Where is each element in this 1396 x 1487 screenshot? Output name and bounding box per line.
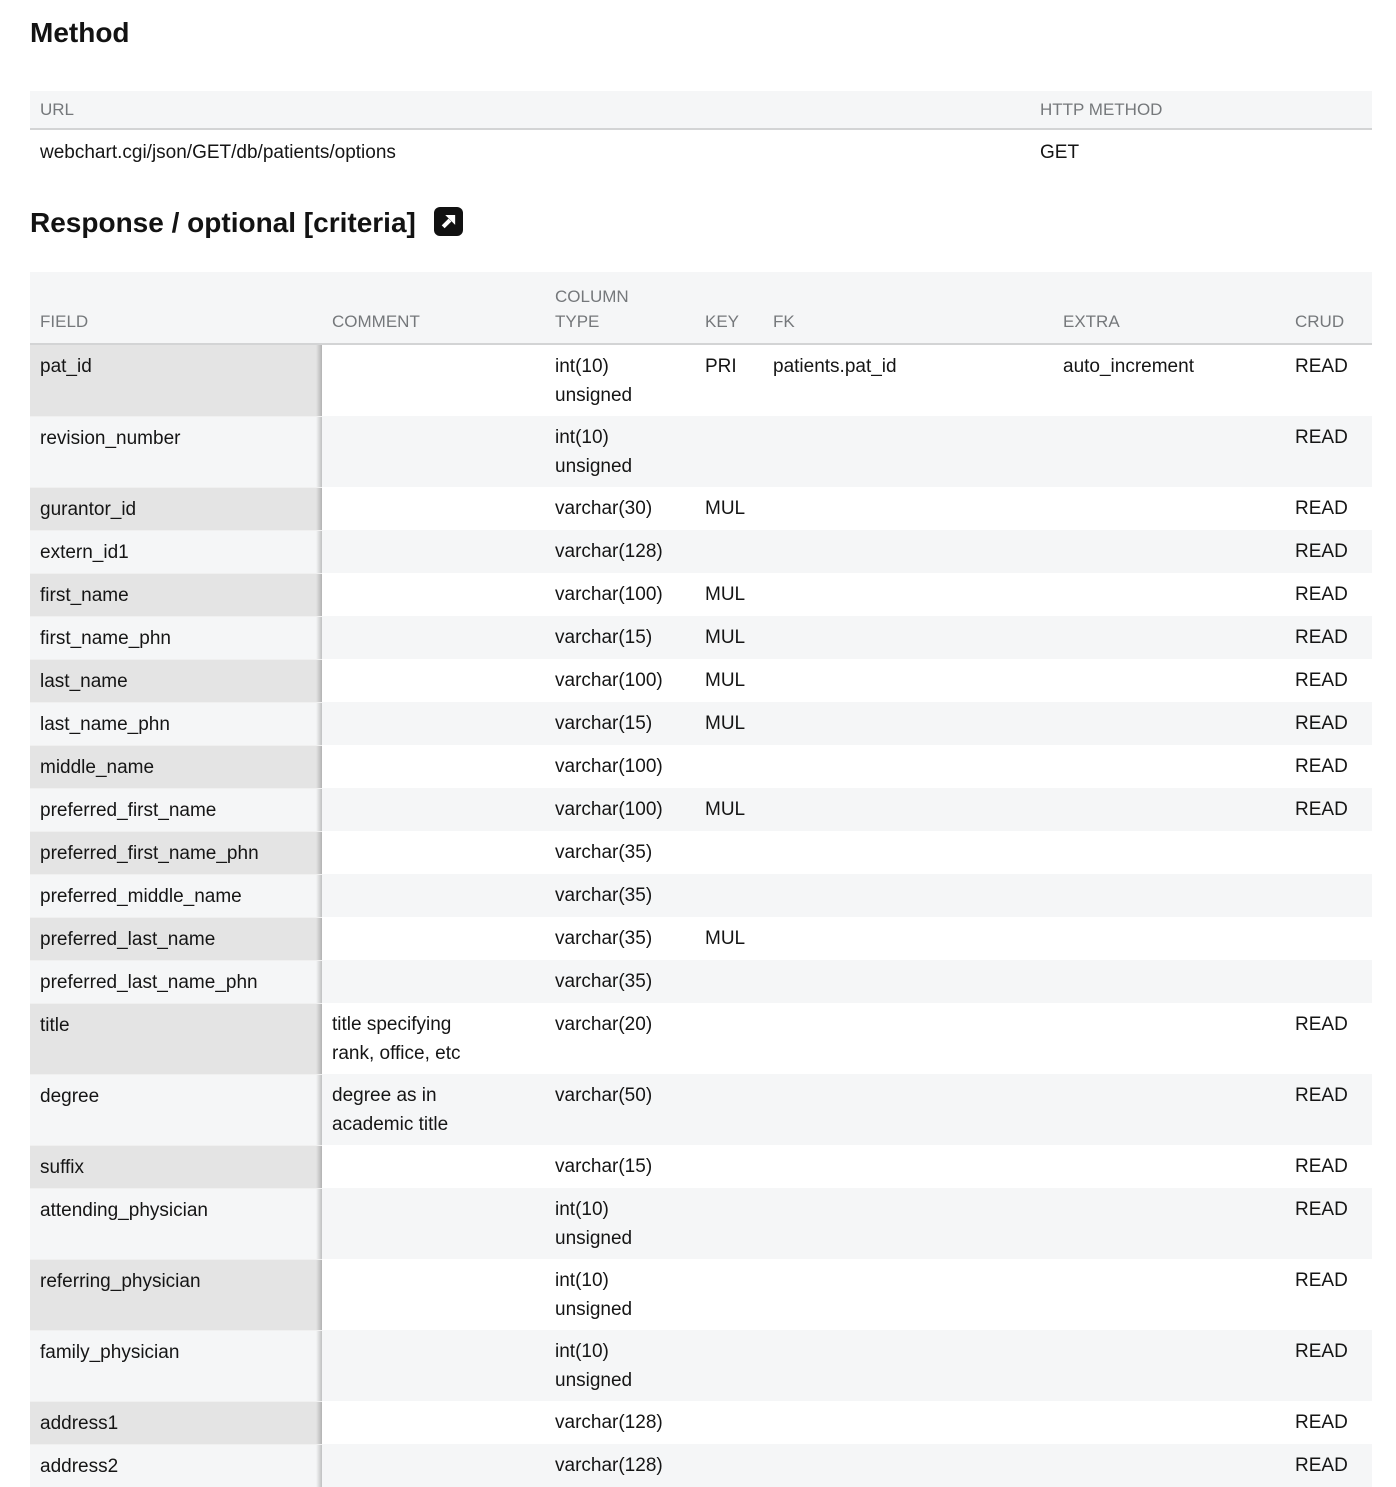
cell-field: suffix: [30, 1145, 322, 1188]
cell-field: pat_id: [30, 344, 322, 416]
cell-fk: [763, 874, 1053, 917]
cell-comment: [322, 1401, 545, 1444]
cell-key: [695, 745, 763, 788]
schema-table-body: [30, 344, 1372, 1487]
cell-column-type: varchar(20): [555, 1014, 653, 1035]
cell-fk: [763, 917, 1053, 960]
cell-field: first_name: [30, 573, 322, 616]
cell-column-type: int(10) unsigned: [555, 1270, 633, 1320]
table-row: [30, 874, 1372, 917]
cell-comment: [322, 416, 545, 487]
cell-fk: [763, 1444, 1053, 1487]
table-row: [30, 530, 1372, 573]
cell-field: address1: [30, 1401, 322, 1444]
cell-fk: patients.pat_id: [773, 356, 897, 377]
col-header-comment: COMMENT: [322, 272, 545, 344]
cell-fk: [763, 659, 1053, 702]
cell-field: title: [30, 1003, 322, 1074]
response-heading: [30, 206, 1372, 239]
cell-extra: [1053, 487, 1285, 530]
cell-extra: [1053, 659, 1285, 702]
cell-comment: [322, 616, 545, 659]
cell-key: MUL: [705, 670, 746, 691]
cell-field: preferred_last_name: [30, 917, 322, 960]
http-method-value: GET: [1040, 142, 1080, 163]
table-row: [30, 487, 1372, 530]
cell-key: PRI: [705, 356, 737, 377]
cell-key: [695, 1188, 763, 1259]
cell-column-type: varchar(100): [545, 788, 695, 831]
cell-field: attending_physician: [30, 1188, 322, 1259]
cell-extra: [1053, 416, 1285, 487]
cell-extra: auto_increment: [1063, 356, 1194, 377]
cell-column-type: varchar(128): [555, 1412, 663, 1433]
cell-field: family_physician: [30, 1330, 322, 1401]
cell-comment: [322, 1444, 545, 1487]
cell-extra: [1053, 1401, 1285, 1444]
cell-fk: [763, 573, 1053, 616]
cell-crud: READ: [1285, 788, 1372, 831]
url-column-header: URL: [30, 91, 1030, 129]
cell-crud: READ: [1295, 356, 1348, 377]
cell-fk: [763, 530, 1053, 573]
cell-comment: [322, 1145, 545, 1188]
cell-crud: READ: [1295, 584, 1348, 605]
cell-key: [695, 1330, 763, 1401]
cell-crud: READ: [1295, 756, 1348, 777]
cell-column-type: varchar(35): [545, 874, 695, 917]
cell-fk: [763, 702, 1053, 745]
cell-column-type: varchar(35): [555, 842, 653, 863]
cell-fk: [763, 1003, 1053, 1074]
col-header-crud: CRUD: [1285, 272, 1372, 344]
cell-crud: READ: [1285, 616, 1372, 659]
table-row: [30, 917, 1372, 960]
cell-key: [695, 960, 763, 1003]
table-row: [30, 1401, 1372, 1444]
cell-comment: [322, 1330, 545, 1401]
cell-comment: [322, 960, 545, 1003]
method-heading: Method: [30, 17, 130, 48]
cell-crud: READ: [1295, 1412, 1348, 1433]
cell-extra: [1053, 530, 1285, 573]
cell-field: preferred_first_name_phn: [30, 831, 322, 874]
cell-crud: [1285, 917, 1372, 960]
cell-comment: [322, 788, 545, 831]
cell-crud: READ: [1295, 1156, 1348, 1177]
cell-key: MUL: [695, 788, 763, 831]
cell-key: MUL: [705, 498, 746, 519]
cell-column-type: varchar(128): [545, 530, 695, 573]
cell-extra: [1053, 702, 1285, 745]
cell-crud: [1285, 960, 1372, 1003]
cell-fk: [763, 1188, 1053, 1259]
cell-extra: [1053, 1145, 1285, 1188]
table-row: [30, 1003, 1372, 1074]
cell-extra: [1053, 1188, 1285, 1259]
cell-fk: [763, 831, 1053, 874]
table-row: [30, 745, 1372, 788]
cell-key: MUL: [695, 616, 763, 659]
cell-column-type: varchar(50): [545, 1074, 695, 1145]
cell-extra: [1053, 917, 1285, 960]
cell-comment: [322, 487, 545, 530]
cell-fk: [763, 487, 1053, 530]
table-row: [30, 344, 1372, 416]
cell-key: [695, 1401, 763, 1444]
cell-comment: [322, 874, 545, 917]
table-row: [30, 1444, 1372, 1487]
cell-field: preferred_last_name_phn: [30, 960, 322, 1003]
cell-extra: [1053, 788, 1285, 831]
table-row: [30, 702, 1372, 745]
cell-column-type: varchar(35): [545, 960, 695, 1003]
cell-key: [695, 874, 763, 917]
cell-comment: [322, 917, 545, 960]
cell-comment: [322, 659, 545, 702]
cell-key: [695, 1444, 763, 1487]
table-row: [30, 960, 1372, 1003]
cell-extra: [1053, 616, 1285, 659]
cell-column-type: varchar(30): [555, 498, 653, 519]
cell-field: extern_id1: [30, 530, 322, 573]
cell-field: first_name_phn: [30, 616, 322, 659]
cell-column-type: varchar(15): [555, 1156, 653, 1177]
cell-comment: [322, 745, 545, 788]
cell-key: [695, 831, 763, 874]
url-value: webchart.cgi/json/GET/db/patients/options: [40, 142, 396, 163]
cell-crud: [1285, 831, 1372, 874]
cell-fk: [763, 1145, 1053, 1188]
cell-extra: [1053, 1259, 1285, 1330]
cell-field: degree: [30, 1074, 322, 1145]
cell-field: last_name_phn: [30, 702, 322, 745]
cell-comment: [322, 702, 545, 745]
response-heading-text: Response / optional [criteria]: [30, 207, 416, 238]
cell-field: preferred_middle_name: [30, 874, 322, 917]
col-header-field: FIELD: [30, 272, 322, 344]
cell-fk: [763, 788, 1053, 831]
cell-crud: READ: [1285, 1188, 1372, 1259]
cell-field: preferred_first_name: [30, 788, 322, 831]
schema-header-row: [30, 272, 1372, 344]
cell-key: MUL: [695, 702, 763, 745]
cell-extra: [1053, 1074, 1285, 1145]
cell-column-type: int(10) unsigned: [545, 416, 695, 487]
method-table-header-row: [30, 91, 1372, 129]
cell-column-type: varchar(100): [555, 584, 663, 605]
cell-field: middle_name: [30, 745, 322, 788]
cell-crud: READ: [1285, 702, 1372, 745]
external-link-icon[interactable]: [434, 207, 463, 236]
table-row: [30, 1259, 1372, 1330]
cell-fk: [763, 1259, 1053, 1330]
cell-extra: [1053, 831, 1285, 874]
cell-comment: title specifying rank, office, etc: [332, 1014, 461, 1064]
cell-extra: [1053, 1330, 1285, 1401]
cell-column-type: int(10) unsigned: [555, 356, 633, 406]
cell-column-type: varchar(100): [555, 670, 663, 691]
cell-fk: [763, 960, 1053, 1003]
cell-fk: [763, 1401, 1053, 1444]
cell-comment: [322, 573, 545, 616]
table-row: [30, 1145, 1372, 1188]
cell-field: revision_number: [30, 416, 322, 487]
cell-crud: [1285, 874, 1372, 917]
cell-crud: READ: [1285, 1444, 1372, 1487]
cell-crud: READ: [1285, 1074, 1372, 1145]
method-table-row: [30, 129, 1372, 176]
col-header-key: KEY: [695, 272, 763, 344]
col-header-extra: EXTRA: [1053, 272, 1285, 344]
col-header-column-type: COLUMN TYPE: [545, 272, 695, 344]
col-header-fk: FK: [763, 272, 1053, 344]
cell-crud: READ: [1285, 416, 1372, 487]
table-row: [30, 616, 1372, 659]
cell-field: referring_physician: [30, 1259, 322, 1330]
cell-fk: [763, 745, 1053, 788]
cell-key: [695, 1003, 763, 1074]
cell-crud: READ: [1285, 530, 1372, 573]
method-table: [30, 91, 1372, 176]
cell-field: gurantor_id: [30, 487, 322, 530]
cell-field: last_name: [30, 659, 322, 702]
table-row: [30, 1074, 1372, 1145]
cell-column-type: varchar(128): [545, 1444, 695, 1487]
cell-extra: [1053, 1444, 1285, 1487]
table-row: [30, 831, 1372, 874]
cell-crud: READ: [1285, 1330, 1372, 1401]
cell-extra: [1053, 745, 1285, 788]
cell-comment: degree as in academic title: [322, 1074, 545, 1145]
cell-key: [695, 1074, 763, 1145]
cell-extra: [1053, 573, 1285, 616]
table-row: [30, 573, 1372, 616]
cell-field: address2: [30, 1444, 322, 1487]
cell-comment: [322, 344, 545, 416]
cell-fk: [763, 1330, 1053, 1401]
cell-key: [695, 1259, 763, 1330]
cell-crud: READ: [1295, 1014, 1348, 1035]
cell-fk: [763, 1074, 1053, 1145]
cell-key: MUL: [705, 928, 746, 949]
cell-comment: [322, 530, 545, 573]
table-row: [30, 1330, 1372, 1401]
cell-column-type: varchar(100): [555, 756, 663, 777]
http-method-column-header: HTTP METHOD: [1030, 91, 1372, 129]
cell-comment: [322, 1259, 545, 1330]
cell-key: [695, 530, 763, 573]
cell-comment: [322, 1188, 545, 1259]
cell-key: [695, 1145, 763, 1188]
cell-fk: [763, 616, 1053, 659]
cell-key: MUL: [705, 584, 746, 605]
cell-crud: READ: [1295, 670, 1348, 691]
cell-comment: [322, 831, 545, 874]
table-row: [30, 1188, 1372, 1259]
cell-extra: [1053, 960, 1285, 1003]
cell-crud: READ: [1295, 1270, 1348, 1291]
cell-fk: [763, 416, 1053, 487]
table-row: [30, 788, 1372, 831]
cell-extra: [1053, 1003, 1285, 1074]
cell-column-type: varchar(15): [545, 702, 695, 745]
cell-key: [695, 416, 763, 487]
cell-crud: READ: [1295, 498, 1348, 519]
schema-table: [30, 272, 1372, 1487]
cell-column-type: int(10) unsigned: [545, 1330, 695, 1401]
cell-extra: [1053, 874, 1285, 917]
cell-column-type: varchar(35): [555, 928, 653, 949]
cell-column-type: varchar(15): [545, 616, 695, 659]
table-row: [30, 416, 1372, 487]
table-row: [30, 659, 1372, 702]
cell-column-type: int(10) unsigned: [545, 1188, 695, 1259]
